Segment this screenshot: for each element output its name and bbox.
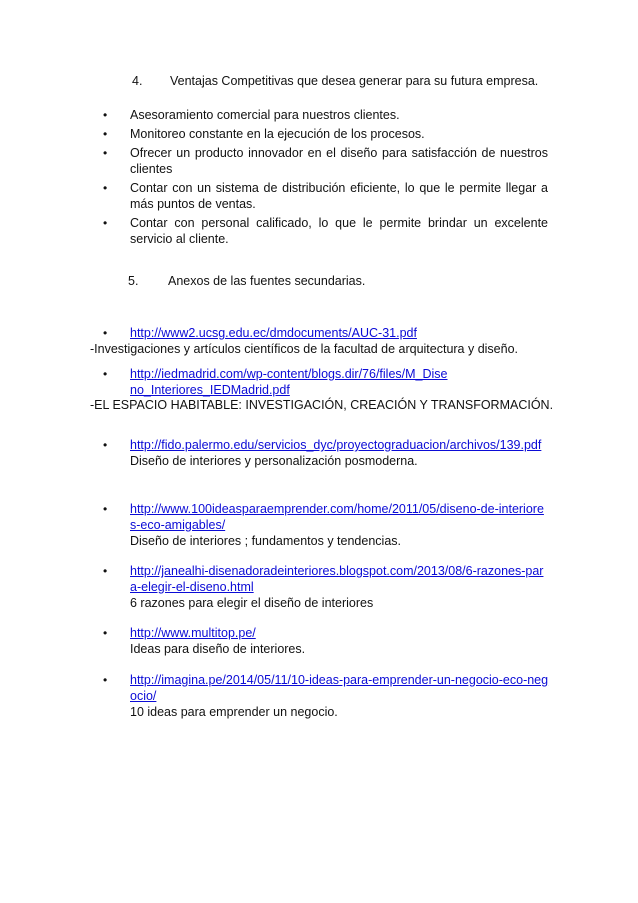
bullet-icon: • [103,108,108,122]
section-4-heading [132,74,552,90]
list-item [103,215,548,247]
source-item [103,625,550,657]
source-link[interactable]: http://imagina.pe/2014/05/11/10-ideas-para-emprender-un-negocio-eco-negocio/ [130,673,549,703]
bullet-icon: • [103,502,108,516]
source-item [103,672,550,720]
bullet-icon: • [103,673,108,687]
source-description: Diseño de interiores ; fundamentos y tendencias. [130,534,401,548]
bullet-icon: • [103,146,108,160]
source-link[interactable]: http://janealhi-disenadoradeinteriores.blogspot.com/2013/08/6-razones-para-elegir-el-diseno.html [130,564,544,594]
section-5-number: 5. [128,274,139,288]
source-description: Diseño de interiores y personalización posmoderna. [130,454,418,468]
bullet-icon: • [103,438,108,452]
advantage-text: Asesoramiento comercial para nuestros clientes. [130,108,400,122]
advantage-text: Ofrecer un producto innovador en el diseño para satisfacción de nuestros clientes [130,146,548,176]
bullet-icon: • [103,367,108,381]
source-note: -Investigaciones y artículos científicos de la facultad de arquitectura y diseño. [90,342,519,356]
bullet-icon: • [103,626,108,640]
source-description: 6 razones para elegir el diseño de interiores [130,596,374,610]
bullet-icon: • [103,181,108,195]
list-item [103,145,548,177]
list-item [103,107,548,123]
section-4-number: 4. [132,74,143,88]
bullet-icon: • [103,326,108,340]
section-5-title: Anexos de las fuentes secundarias. [168,274,366,288]
source-link[interactable]: http://www.multitop.pe/ [130,626,256,640]
source-link[interactable]: http://iedmadrid.com/wp-content/blogs.dir/76/files/M_Diseno_Interiores_IEDMadrid.pdf [130,367,448,397]
bullet-icon: • [103,564,108,578]
source-description: Ideas para diseño de interiores. [130,642,306,656]
source-item [103,366,550,398]
source-note: -EL ESPACIO HABITABLE: INVESTIGACIÓN, CREACIÓN Y TRANSFORMACIÓN. [90,398,554,412]
source-link[interactable]: http://www2.ucsg.edu.ec/dmdocuments/AUC-31.pdf [130,326,417,340]
advantages-list [103,107,548,250]
list-item [103,126,548,142]
section-5-heading [128,274,548,290]
source-item [103,437,550,469]
source-link[interactable]: http://fido.palermo.edu/servicios_dyc/proyectograduacion/archivos/139.pdf [130,438,542,452]
bullet-icon: • [103,216,108,230]
section-4-title: Ventajas Competitivas que desea generar para su futura empresa. [170,74,539,88]
source-item [103,501,550,549]
advantage-text: Contar con un sistema de distribución eficiente, lo que le permite llegar a más puntos de ventas. [130,181,548,211]
source-item [103,563,550,611]
list-item [103,180,548,212]
source-link[interactable]: http://www.100ideasparaemprender.com/home/2011/05/diseno-de-interiores-eco-amigables/ [130,502,544,532]
advantage-text: Contar con personal calificado, lo que le permite brindar un excelente servicio al cliente. [130,216,548,246]
advantage-text: Monitoreo constante en la ejecución de los procesos. [130,127,425,141]
source-item [103,325,550,341]
source-description: 10 ideas para emprender un negocio. [130,705,338,719]
bullet-icon: • [103,127,108,141]
